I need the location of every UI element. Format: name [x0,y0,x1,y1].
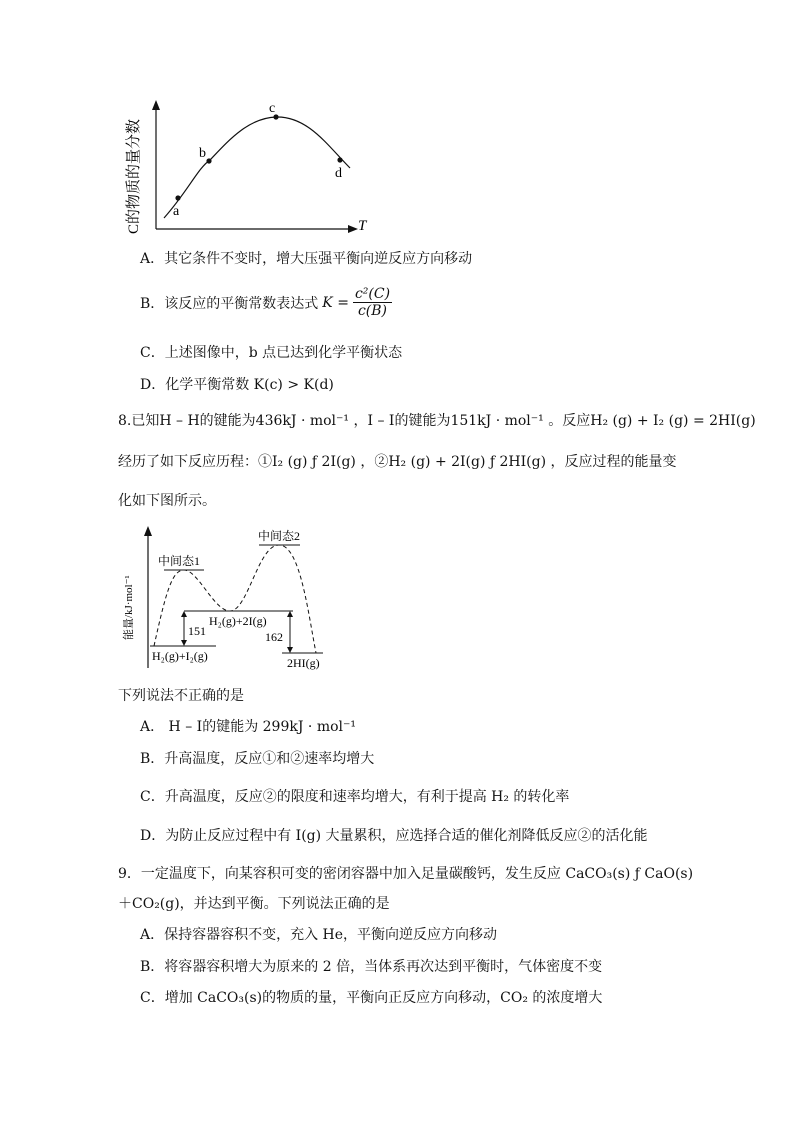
q8-option-d: D．为防止反应过程中有 I(g) 大量累积，应选择合适的催化剂降低反应②的活化能 [140,828,648,844]
point-b [206,158,211,163]
y-axis-label: C的物质的量分数 [126,118,142,234]
q7-option-d: D．化学平衡常数 K(c) > K(d) [140,377,334,393]
q8-option-c: C．升高温度，反应②的限度和速率均增大，有利于提高 H₂ 的转化率 [140,789,570,805]
fraction-numerator: c²(C) [354,286,391,302]
q8-line-2: 经历了如下反应历程：①I₂ (g) ƒ 2I(g) ，②H₂ (g) + 2I(g) ƒ 2HI(g) ，反应过程的能量变 [118,454,677,470]
energy-diagram [118,522,338,674]
q7-option-c: C．上述图像中，b 点已达到化学平衡状态 [140,345,403,361]
q8-stem: 下列说法不正确的是 [118,688,244,704]
q9-option-a: A．保持容器容积不变，充入 He，平衡向逆反应方向移动 [140,927,498,943]
y-axis-arrow [152,100,160,110]
q8-line-3: 化如下图所示。 [118,493,216,509]
mole-fraction-graph [118,96,378,241]
q9-line-2: ＋CO₂(g)，并达到平衡。下列说法正确的是 [118,896,390,912]
energy-axis-label: 能量/kJ·mol⁻¹ [123,575,135,640]
q7-option-b-text: B．该反应的平衡常数表达式 [140,295,319,312]
fraction-denominator: c(B) [357,303,388,319]
point-a [175,195,180,200]
label-b: b [199,146,206,161]
label-151: 151 [188,624,206,638]
label-state-2: 中间态2 [258,529,301,543]
q8-option-a: A． H – I的键能为 299kJ · mol⁻¹ [140,719,357,735]
x-axis-label: T [358,218,367,234]
label-162: 162 [265,630,283,644]
arrow-151-head-up [181,611,187,617]
q7-option-b [140,286,392,319]
label-intermediate: H₂(g)+2I(g) [209,614,267,628]
q9-option-c: C．增加 CaCO₃(s)的物质的量，平衡向正反应方向移动，CO₂ 的浓度增大 [140,990,603,1006]
q9-option-b: B．将容器容积增大为原来的 2 倍，当体系再次达到平衡时，气体密度不变 [140,959,603,975]
curve [164,117,350,218]
q8-option-b: B．升高温度，反应①和②速率均增大 [140,751,375,767]
label-state-1: 中间态1 [158,554,201,568]
q9-line-1: 9．一定温度下，向某容积可变的密闭容器中加入足量碳酸钙，发生反应 CaCO₃(s) ƒ CaO(s) [118,866,694,882]
label-products: 2HI(g) [287,656,320,670]
q7-option-b-k: K = [322,294,349,311]
arrow-162-head-up [287,611,293,617]
label-d: d [335,166,342,181]
x-axis-arrow [348,225,358,233]
q7-option-a: A．其它条件不变时，增大压强平衡向逆反应方向移动 [140,251,473,267]
equilibrium-constant-fraction [353,286,392,319]
label-a: a [173,204,180,219]
label-reactants: H₂(g)+I₂(g) [152,649,208,663]
label-c: c [269,101,276,116]
arrow-151-head-down [181,640,187,646]
energy-axis-arrow [144,526,152,536]
arrow-162-head-down [287,647,293,653]
q8-line-1: 8.已知H – H的键能为436kJ · mol⁻¹ ，I – I的键能为151kJ · mol⁻¹ 。反应H₂ (g) + I₂ (g) = 2HI(g) [118,413,756,429]
point-d [337,157,342,162]
